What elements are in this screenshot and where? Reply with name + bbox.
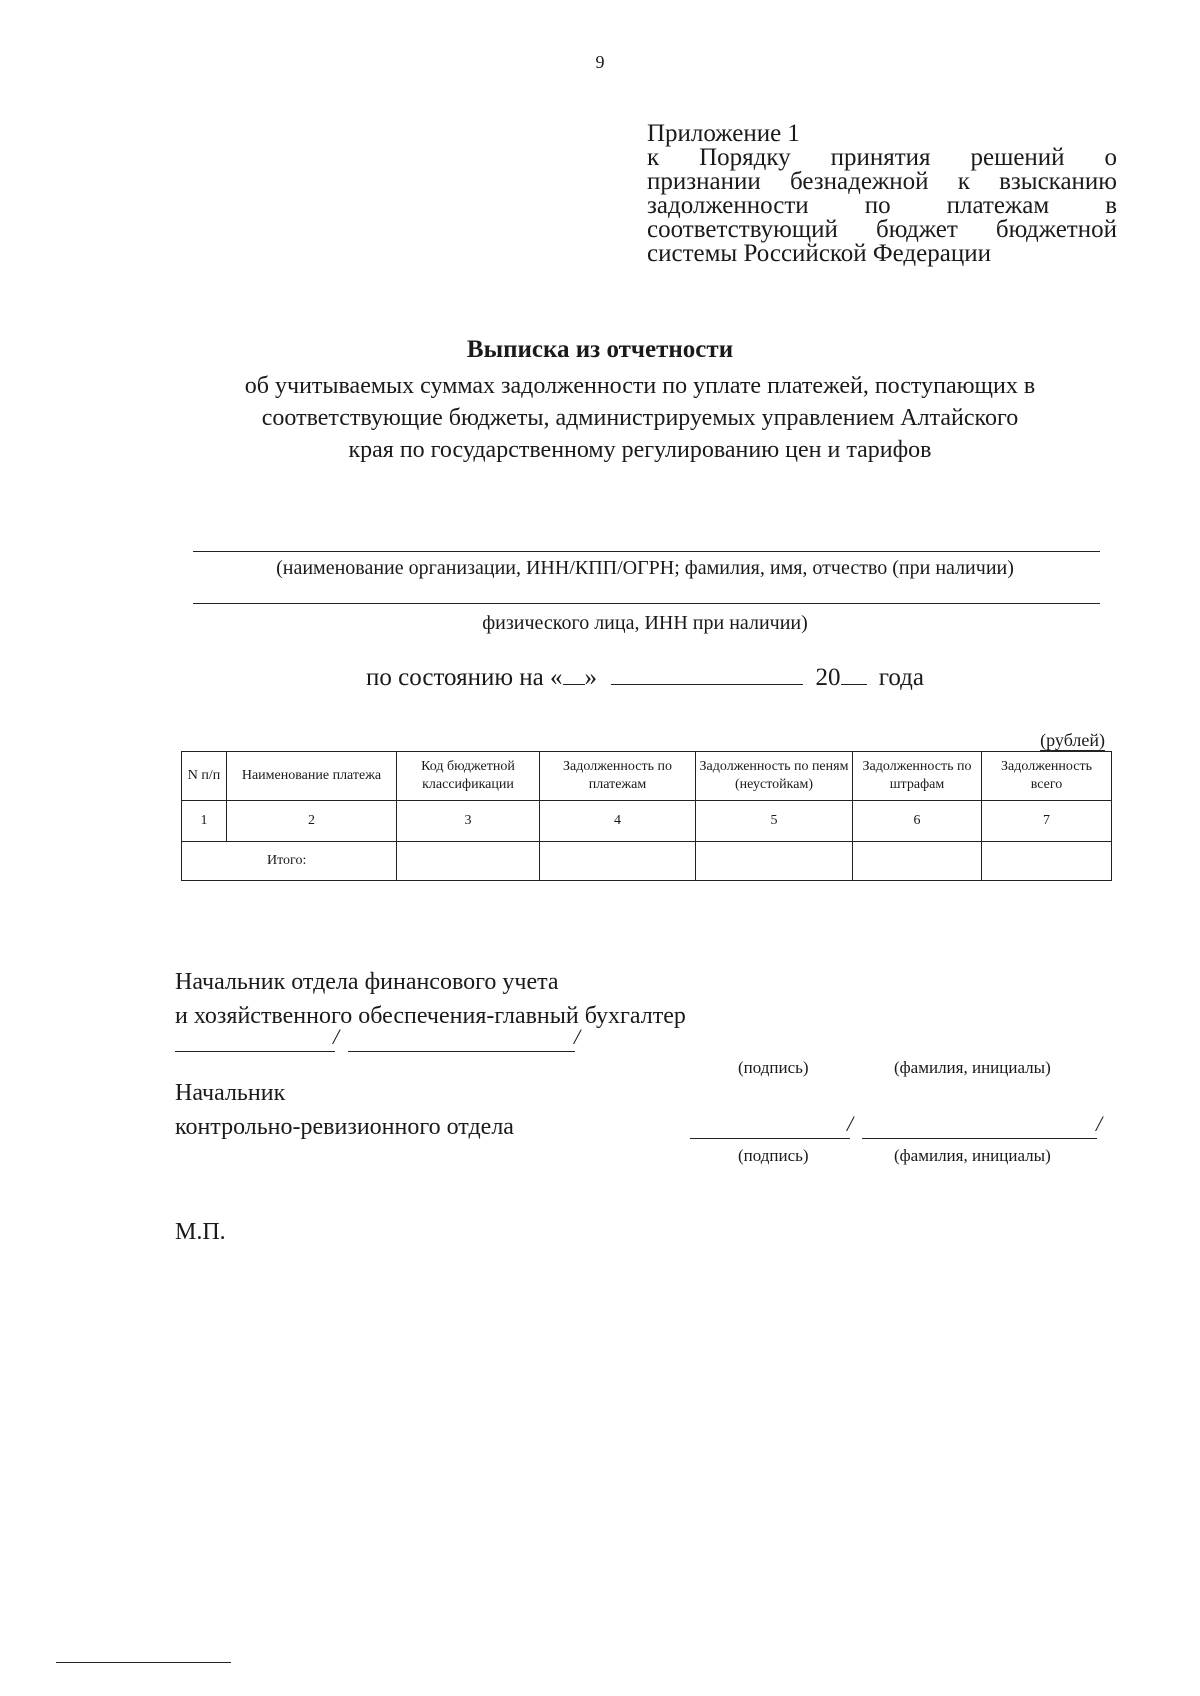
quote-close: »: [584, 664, 597, 691]
signature-slash: /: [333, 1024, 340, 1049]
audit-head-title: [175, 1076, 514, 1144]
chief-accountant-title: [175, 965, 686, 1033]
column-number: 7: [982, 801, 1112, 842]
as-of-date: [0, 664, 1200, 692]
as-of-prefix: по состоянию на «: [366, 664, 563, 691]
page-number: 9: [595, 52, 605, 72]
document-title: Выписка из отчетности: [466, 336, 734, 363]
signature-slash: /: [1096, 1111, 1103, 1136]
chief-accountant-line-1: Начальник отдела финансового учета: [175, 969, 559, 995]
header-budget-code: Код бюджетной классификации: [397, 752, 540, 801]
subtitle-line: соответствующие бюджеты, администрируемых управлением Алтайского: [261, 405, 1019, 431]
header-payment-name: Наименование платежа: [227, 752, 397, 801]
column-number: 3: [397, 801, 540, 842]
appendix-line: соответствующий бюджет бюджетной: [647, 216, 1117, 243]
appendix-header: [647, 122, 1117, 266]
total-budget-code-cell[interactable]: [397, 842, 540, 881]
organization-caption-1: (наименование организации, ИНН/КПП/ОГРН; фамилия, имя, отчество (при наличии): [276, 557, 1014, 579]
column-number: 1: [182, 801, 227, 842]
chief-accountant-line-2: и хозяйственного обеспечения-главный бухгалтер: [175, 1003, 686, 1029]
as-of-suffix: года: [878, 664, 924, 691]
table-row: [182, 801, 1112, 842]
organization-person-line[interactable]: [193, 603, 1100, 604]
table-total-row: [182, 842, 1112, 881]
header-total-debt: Задолженность всего: [982, 752, 1112, 801]
column-number: 6: [853, 801, 982, 842]
signature-slash: /: [847, 1111, 854, 1136]
table-header-row: [182, 752, 1112, 801]
appendix-title: Приложение 1: [647, 120, 800, 147]
total-label: Итого:: [182, 842, 397, 881]
name-caption: (фамилия, инициалы): [894, 1146, 1051, 1165]
signature-slash: /: [574, 1024, 581, 1049]
footnote-rule: [56, 1662, 231, 1663]
total-all-cell[interactable]: [982, 842, 1112, 881]
header-payments-debt: Задолженность по платежам: [540, 752, 696, 801]
name-caption: (фамилия, инициалы): [894, 1058, 1051, 1077]
appendix-line: признании безнадежной к взысканию: [647, 168, 1117, 195]
column-number: 4: [540, 801, 696, 842]
audit-head-name-line[interactable]: [862, 1138, 1097, 1139]
total-fines-cell[interactable]: [853, 842, 982, 881]
appendix-line: системы Российской Федерации: [647, 240, 991, 267]
month-field[interactable]: [611, 664, 803, 685]
subtitle-line: об учитываемых суммах задолженности по уплате платежей, поступающих в: [244, 373, 1036, 399]
debt-table: [181, 751, 1112, 881]
header-number: N п/п: [182, 752, 227, 801]
organization-caption-2: физического лица, ИНН при наличии): [482, 612, 808, 634]
chief-accountant-name-line[interactable]: [348, 1051, 575, 1052]
chief-accountant-signature-line[interactable]: [175, 1051, 335, 1052]
signature-caption: (подпись): [738, 1058, 809, 1077]
total-payments-cell[interactable]: [540, 842, 696, 881]
audit-head-line-2: контрольно-ревизионного отдела: [175, 1114, 514, 1140]
appendix-line: к Порядку принятия решений о: [647, 144, 1117, 171]
header-penalties-debt: Задолженность по пеням (неустойкам): [696, 752, 853, 801]
total-penalties-cell[interactable]: [696, 842, 853, 881]
document-subtitle: [160, 370, 1120, 466]
stamp-place: М.П.: [175, 1219, 226, 1245]
day-field[interactable]: [563, 664, 585, 685]
organization-name-line[interactable]: [193, 551, 1100, 552]
units-label: (рублей): [1040, 730, 1105, 750]
header-fines-debt: Задолженность по штрафам: [853, 752, 982, 801]
audit-head-signature-line[interactable]: [690, 1138, 850, 1139]
year-field[interactable]: [841, 664, 867, 685]
year-prefix: 20: [815, 664, 841, 691]
audit-head-line-1: Начальник: [175, 1080, 286, 1106]
column-number: 5: [696, 801, 853, 842]
subtitle-line: края по государственному регулированию цен и тарифов: [348, 437, 932, 463]
column-number: 2: [227, 801, 397, 842]
signature-caption: (подпись): [738, 1146, 809, 1165]
appendix-line: задолженности по платежам в: [647, 192, 1117, 219]
